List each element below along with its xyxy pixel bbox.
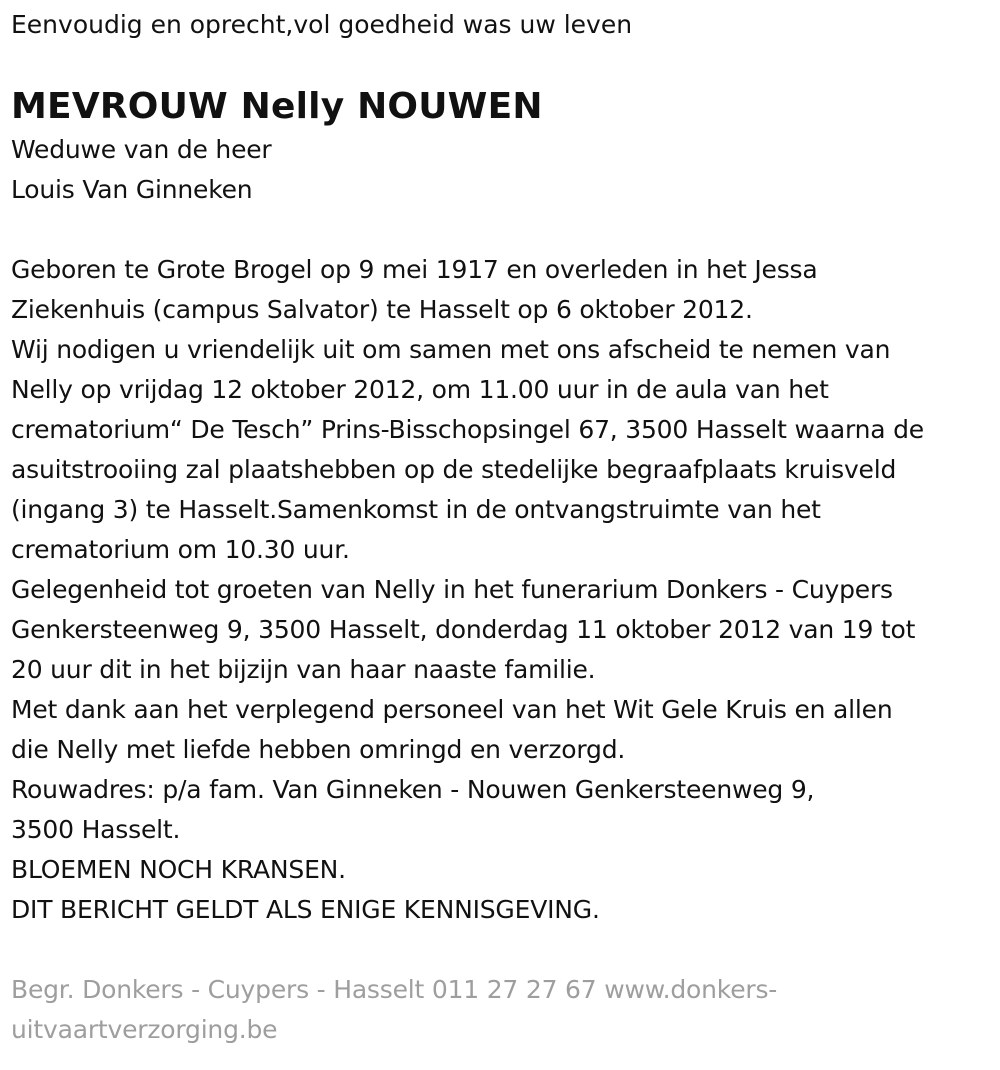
spacer bbox=[11, 210, 995, 250]
body-line: (ingang 3) te Hasselt.Samenkomst in de ontvangstruimte van het bbox=[11, 495, 821, 524]
body-line: 3500 Hasselt. bbox=[11, 815, 181, 844]
body-line: Gelegenheid tot groeten van Nelly in het funerarium Donkers - Cuypers bbox=[11, 575, 893, 604]
body-line: Nelly op vrijdag 12 oktober 2012, om 11.00 uur in de aula van het bbox=[11, 375, 829, 404]
motto-text: Eenvoudig en oprecht,vol goedheid was uw leven bbox=[11, 10, 633, 39]
body-line: Met dank aan het verplegend personeel van het Wit Gele Kruis en allen bbox=[11, 695, 893, 724]
deceased-name: MEVROUW Nelly NOUWEN bbox=[11, 86, 543, 127]
body-line: Geboren te Grote Brogel op 9 mei 1917 en overleden in het Jessa bbox=[11, 255, 818, 284]
body-line: 20 uur dit in het bijzijn van haar naaste familie. bbox=[11, 655, 596, 684]
footer-line: uitvaartverzorging.be bbox=[11, 1015, 278, 1044]
spouse-line: Weduwe van de heer bbox=[11, 135, 272, 164]
notice-body bbox=[11, 250, 995, 930]
body-line: Ziekenhuis (campus Salvator) te Hasselt op 6 oktober 2012. bbox=[11, 295, 753, 324]
death-notice bbox=[11, 8, 995, 1050]
body-line: Wij nodigen u vriendelijk uit om samen met ons afscheid te nemen van bbox=[11, 335, 891, 364]
undertaker-footer bbox=[11, 970, 995, 1050]
body-line: Rouwadres: p/a fam. Van Ginneken - Nouwen Genkersteenweg 9, bbox=[11, 775, 815, 804]
body-line: Genkersteenweg 9, 3500 Hasselt, donderdag 11 oktober 2012 van 19 tot bbox=[11, 615, 916, 644]
body-line: crematorium“ De Tesch” Prins-Bisschopsingel 67, 3500 Hasselt waarna de bbox=[11, 415, 924, 444]
footer-line: Begr. Donkers - Cuypers - Hasselt 011 27 27 67 www.donkers- bbox=[11, 975, 778, 1004]
body-line: crematorium om 10.30 uur. bbox=[11, 535, 350, 564]
spouse-block bbox=[11, 130, 995, 210]
body-line: die Nelly met liefde hebben omringd en verzorgd. bbox=[11, 735, 626, 764]
body-line: BLOEMEN NOCH KRANSEN. bbox=[11, 855, 346, 884]
body-line: DIT BERICHT GELDT ALS ENIGE KENNISGEVING. bbox=[11, 895, 600, 924]
spouse-line: Louis Van Ginneken bbox=[11, 175, 253, 204]
body-line: asuitstrooiing zal plaatshebben op de stedelijke begraafplaats kruisveld bbox=[11, 455, 897, 484]
